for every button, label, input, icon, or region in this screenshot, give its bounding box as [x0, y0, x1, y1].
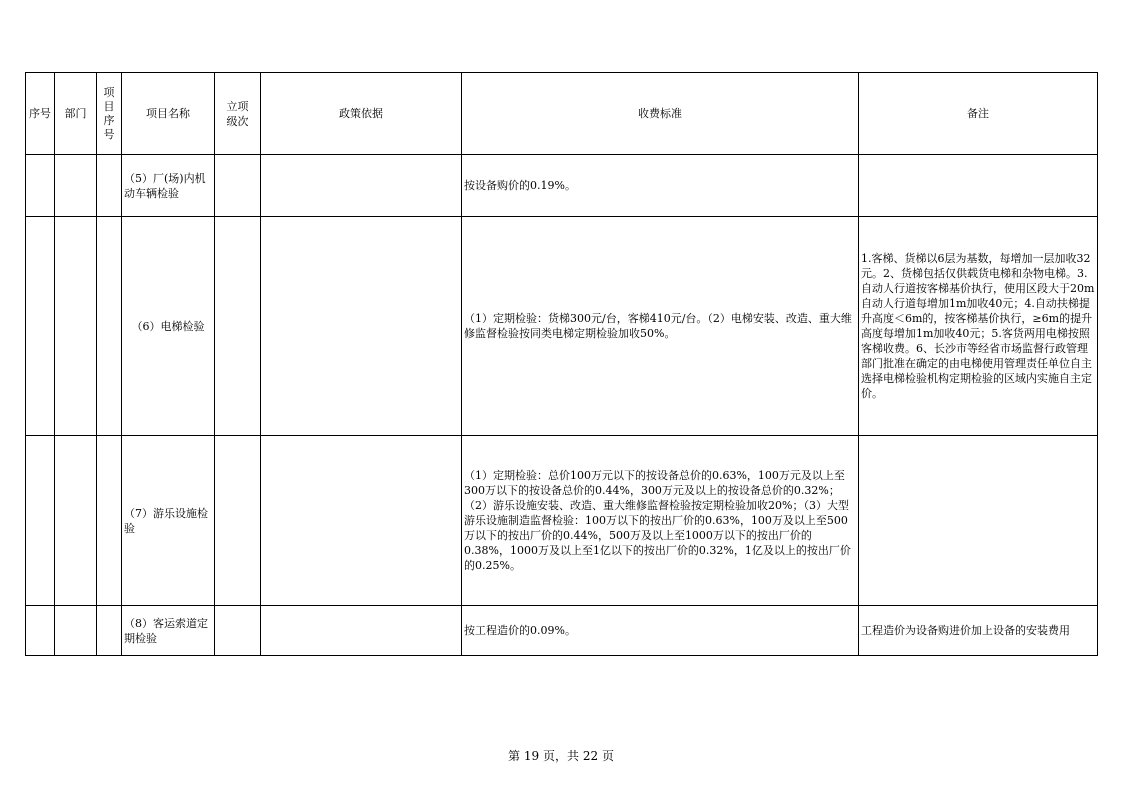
header-remarks: 备注	[859, 73, 1098, 155]
cell-level	[215, 436, 261, 606]
cell-level	[215, 217, 261, 436]
header-dept: 部门	[55, 73, 97, 155]
cell-item-seq	[97, 155, 122, 217]
cell-policy	[261, 436, 462, 606]
cell-item-seq	[97, 436, 122, 606]
footer-suffix: 页	[601, 749, 614, 763]
header-seq: 序号	[26, 73, 55, 155]
header-item-seq	[97, 73, 122, 155]
footer-total-pages: 22	[582, 749, 599, 763]
cell-seq	[26, 436, 55, 606]
cell-dept	[55, 217, 97, 436]
cell-level	[215, 155, 261, 217]
cell-item-name: （7）游乐设施检验	[122, 436, 215, 606]
cell-seq	[26, 606, 55, 656]
cell-item-seq	[97, 217, 122, 436]
cell-remarks: 1.客梯、货梯以6层为基数，每增加一层加收32元。2、货梯包括仅供载货电梯和杂物电梯。3.自动人行道按客梯基价执行，使用区段大于20m自动人行道每增加1m加收40元；4.自动扶梯提升高度＜6m的，按客梯基价执行，≥6m的提升高度每增加1m加收40元；5.客货两用电梯按照客梯收费。6、长沙市等经省市场监督行政管理部门批准在确定的由电梯使用管理责任单位自主选择电梯检验机构定期检验的区域内实施自主定价。	[859, 217, 1098, 436]
cell-item-name: （8）客运索道定期检验	[122, 606, 215, 656]
footer-page-number: 19	[523, 749, 540, 763]
cell-seq	[26, 217, 55, 436]
table-row	[26, 436, 1098, 606]
header-level-line: 级次	[226, 114, 249, 128]
header-item-seq-char: 目	[103, 99, 115, 113]
cell-dept	[55, 436, 97, 606]
cell-remarks: 工程造价为设备购进价加上设备的安装费用	[859, 606, 1098, 656]
table-row	[26, 155, 1098, 217]
cell-standard: （1）定期检验：总价100万元以下的按设备总价的0.63%，100万元及以上至300万以下的按设备总价的0.44%，300万元及以上的按设备总价的0.32%；（2）游乐设施安装、改造、重大维修监督检验按定期检验加收20%；（3）大型游乐设施制造监督检验：100万以下的按出厂价的0.63%，100万及以上至500万以下的按出厂价的0.44%，500万及以上至1000万以下的按出厂价的0.38%，1000万及以上至1亿以下的按出厂价的0.32%，1亿及以上的按出厂价的0.25%。	[462, 436, 859, 606]
header-row	[26, 73, 1098, 155]
cell-item-name: （5）厂(场)内机动车辆检验	[122, 155, 215, 217]
cell-standard: 按设备购价的0.19%。	[462, 155, 859, 217]
fee-table	[25, 72, 1098, 656]
header-item-seq-char: 项	[103, 85, 115, 99]
cell-standard: 按工程造价的0.09%。	[462, 606, 859, 656]
header-policy: 政策依据	[261, 73, 462, 155]
cell-dept	[55, 155, 97, 217]
cell-level	[215, 606, 261, 656]
cell-dept	[55, 606, 97, 656]
footer-prefix: 第	[508, 749, 521, 763]
header-item-name: 项目名称	[122, 73, 215, 155]
cell-remarks	[859, 436, 1098, 606]
footer-middle: 页，共	[542, 749, 579, 763]
cell-standard: （1）定期检验：货梯300元/台，客梯410元/台。（2）电梯安装、改造、重大维修监督检验按同类电梯定期检验加收50%。	[462, 217, 859, 436]
cell-item-name: （6）电梯检验	[122, 217, 215, 436]
table-row	[26, 606, 1098, 656]
header-level	[215, 73, 261, 155]
cell-policy	[261, 155, 462, 217]
cell-seq	[26, 155, 55, 217]
header-level-line: 立项	[226, 99, 249, 113]
cell-policy	[261, 606, 462, 656]
header-item-seq-char: 序	[103, 113, 115, 127]
page-footer	[0, 747, 1122, 764]
cell-item-seq	[97, 606, 122, 656]
cell-policy	[261, 217, 462, 436]
table-row	[26, 217, 1098, 436]
header-item-seq-char: 号	[103, 127, 115, 141]
header-standard: 收费标准	[462, 73, 859, 155]
cell-remarks	[859, 155, 1098, 217]
